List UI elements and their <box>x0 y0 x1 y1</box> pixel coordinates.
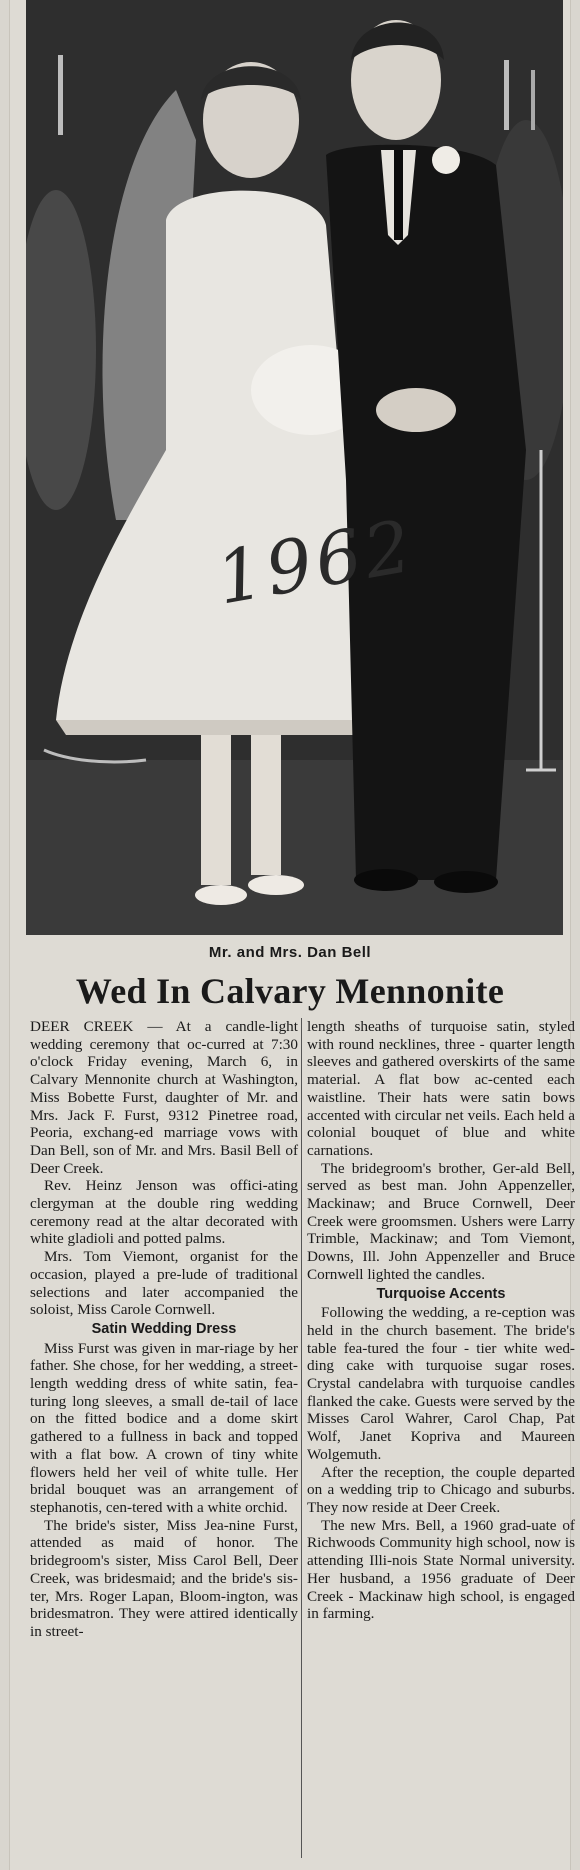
column-divider <box>301 1018 302 1858</box>
handwritten-year: 1962 <box>210 503 422 621</box>
subhead-satin-wedding-dress: Satin Wedding Dress <box>91 1320 237 1337</box>
left-column <box>30 1018 298 1641</box>
left-paragraph-2: Rev. Heinz Jenson was offici-ating clergyman at the double ring wedding ceremony read at the altar decorated with white gladioli and potted palms. <box>30 1177 298 1248</box>
right-paragraph-1: length sheaths of turquoise satin, styled with round necklines, three - quarter length sleeves and gathered overskirts of the same material. A flat bow ac-cented each waistline. Their hats were satin bows accented with circular net veils. Each held a colonial bouquet of blue and white carnations. <box>307 1018 575 1159</box>
subhead-turquoise-accents: Turquoise Accents <box>376 1285 506 1302</box>
headline: Wed In Calvary Mennonite <box>75 971 505 1011</box>
left-paragraph-3: Mrs. Tom Viemont, organist for the occasion, played a pre-lude of traditional selections and later accompanied the soloist, Miss Carole Cornwell. <box>30 1248 298 1319</box>
right-column <box>307 1018 575 1623</box>
right-paragraph-2: The bridegroom's brother, Ger-ald Bell, served as best man. John Appenzeller, Mackinaw; and Bruce Cornwell, Deer Creek were groomsmen. Ushers were Larry Trimble, Mackinaw; and Tom Viemont, Downs, Ill. John Appenzeller and Bruce Cornwell lighted the candles. <box>307 1159 575 1283</box>
left-paragraph-4: Miss Furst was given in mar-riage by her father. She chose, for her wedding, a street-length wedding dress of white satin, fea-turing long sleeves, a small de-tail of lace on the fitted bodice and a dome skirt gathered to a fullness in back and topped with a flat bow. A crown of tiny white flowers held her veil of white tulle. Her bridal bouquet was an arrangement of stephanotis, cen-tered with a white orchid. <box>30 1339 298 1516</box>
wedding-photo <box>26 0 563 935</box>
right-paragraph-3: Following the wedding, a re-ception was held in the church basement. The bride's table fea-tured the four - tier white wed-ding cake with turquoise sugar roses. Crystal candelabra with turquoise candles flanked the cake. Guests were served by the Misses Carol Wahrer, Carol Chap, Pat Wolf, Janet Kopriva and Maureen Wolgemuth. <box>307 1304 575 1463</box>
left-paragraph-1: DEER CREEK — At a candle-light wedding ceremony that oc-curred at 7:30 o'clock Friday evening, March 6, in Calvary Mennonite church at Washington, Miss Bobette Furst, daughter of Mr. and Mrs. Jack F. Furst, 9312 Pinetree road, Peoria, exchang-ed marriage vows with Dan Bell, son of Mr. and Mrs. Basil Bell of Deer Creek. <box>30 1018 298 1177</box>
newspaper-clipping <box>10 0 575 1870</box>
wedding-photo-illustration <box>26 0 563 935</box>
left-paragraph-5: The bride's sister, Miss Jea-nine Furst, attended as maid of honor. The bridegroom's sister, Miss Carol Bell, Deer Creek, was bridesmaid; and the bride's sis-ter, Mrs. Roger Lapan, Bloom-ington, was bridesmatron. They were attired identically in street- <box>30 1516 298 1640</box>
right-paragraph-5: The new Mrs. Bell, a 1960 grad-uate of Richwoods Community high school, now is attending Illi-nois State Normal university. Her husband, a 1956 graduate of Deer Creek - Mackinaw high school, is engaged in farming. <box>307 1516 575 1623</box>
right-paragraph-4: After the reception, the couple departed on a wedding trip to Chicago and suburbs. They now reside at Deer Creek. <box>307 1463 575 1516</box>
photo-caption: Mr. and Mrs. Dan Bell <box>208 944 372 961</box>
